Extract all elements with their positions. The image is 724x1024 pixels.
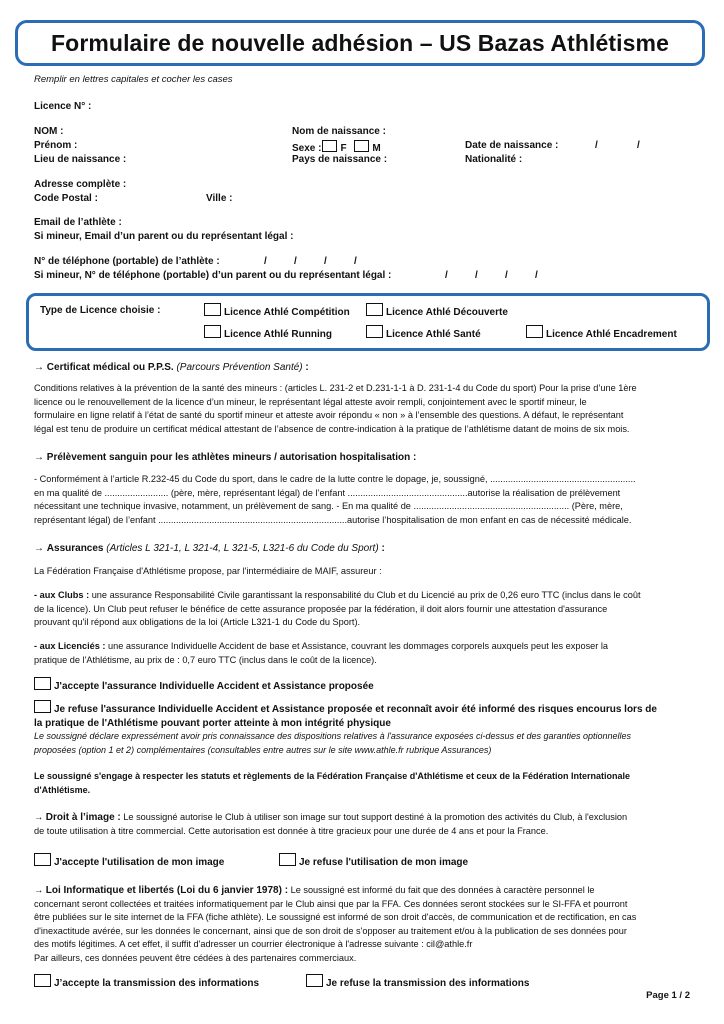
tel-athlete-slash-4: / bbox=[354, 256, 357, 267]
certificat-colon: : bbox=[305, 362, 309, 373]
declaration-line: Le soussigné déclare expressément avoir pris connaissance des dispositions relatives à l'assurance exposées ci-dessus et des garanties optionnelles bbox=[34, 731, 632, 741]
image-refuse-label: Je refuse l'utilisation de mon image bbox=[299, 857, 469, 868]
licencies-label: - aux Licenciés : bbox=[34, 641, 106, 651]
prelevement-line: nécessitant une technique invasive, notamment, un prélèvement de sang. - En ma qualité de ............................................................. (Père, mère, bbox=[34, 501, 623, 511]
image-refuse-checkbox[interactable] bbox=[279, 853, 296, 866]
certificat-heading bbox=[34, 362, 309, 373]
prelevement-line: en ma qualité de ......................... (père, mère, représentant légal) de l’enfant ...............................................autorise la réalisation de prélèvement bbox=[34, 487, 621, 498]
page-number: Page 1 / 2 bbox=[646, 990, 690, 1001]
assurance-accept-label: J'accepte l'assurance Individuelle Accident et Assistance proposée bbox=[54, 681, 374, 692]
image-text bbox=[34, 811, 689, 838]
informatique-line: Le soussigné est informé du fait que des données à caractère personnel le bbox=[288, 885, 595, 895]
lieu-naissance-label: Lieu de naissance : bbox=[34, 154, 127, 165]
info-accept-label: J’accepte la transmission des informations bbox=[54, 978, 260, 989]
info-refuse-label: Je refuse la transmission des informations bbox=[326, 978, 530, 989]
instructions: Remplir en lettres capitales et cocher les cases bbox=[34, 74, 233, 85]
licencies-line: pratique de l'Athlétisme, au prix de : 0,7 euro TTC (inclus dans le coût de la licence). bbox=[34, 654, 377, 665]
assurance-refuse-checkbox[interactable] bbox=[34, 700, 51, 713]
declaration-line: proposées (option 1 et 2) complémentaires (consultables entre autres sur le site www.athle.fr rubrique Assurances) bbox=[34, 744, 492, 755]
nom-naissance-label: Nom de naissance : bbox=[292, 126, 386, 137]
clubs-line: prouvant qu'il répond aux obligations de la loi (Article L321-1 du Code du Sport). bbox=[34, 617, 361, 627]
engagement-text bbox=[34, 770, 689, 797]
arrow-icon: → bbox=[34, 885, 44, 895]
adresse-label: Adresse complète : bbox=[34, 179, 127, 190]
tel-parent-slash-1: / bbox=[445, 270, 448, 281]
assurance-accept-option[interactable] bbox=[34, 677, 374, 692]
certificat-line: légal est tenu de produire un certificat médical attestant de l’absence de contre-indication à la pratique de l’athlétisme datant de moins de six mois. bbox=[34, 423, 630, 434]
option-competition[interactable] bbox=[204, 303, 350, 318]
informatique-text bbox=[34, 884, 689, 965]
assurances-title: Assurances bbox=[46, 543, 104, 554]
info-refuse-option[interactable] bbox=[306, 974, 529, 989]
sexe-m-label: M bbox=[372, 143, 381, 154]
prelevement-heading bbox=[34, 452, 416, 463]
date-naissance-label: Date de naissance : bbox=[465, 140, 559, 151]
sante-checkbox[interactable] bbox=[366, 325, 383, 338]
sexe-f-label: F bbox=[340, 143, 347, 154]
option-sante[interactable] bbox=[366, 325, 481, 340]
informatique-title: Loi Informatique et libertés (Loi du 6 janvier 1978) : bbox=[45, 885, 289, 896]
tel-parent-slash-3: / bbox=[505, 270, 508, 281]
tel-athlete-slash-2: / bbox=[294, 256, 297, 267]
date-slash-1: / bbox=[595, 140, 598, 151]
assurances-clubs bbox=[34, 589, 689, 630]
certificat-line: Conditions relatives à la prévention de la santé des mineurs : (articles L. 231-2 et D.231-1-1 à D. 231-1-4 du Code du sport) Pour la prise d’une 1ère bbox=[34, 383, 637, 393]
clubs-line: une assurance Responsabilité Civile garantissant la responsabilité du Club et du Licencié au prix de 0,26 euro TTC (inclus dans le coût bbox=[89, 590, 641, 600]
prelevement-line: - Conformément à l’article R.232-45 du Code du sport, dans le cadre de la lutte contre le dopage, je, soussigné, ......................................................... bbox=[34, 474, 636, 484]
certificat-line: formulaire en ligne relatif à l’état de santé du sportif mineur et atteste avoir répondu « non » à l’ensemble des questions. A défaut, le représentant bbox=[34, 410, 624, 420]
email-athlete-label: Email de l’athlète : bbox=[34, 217, 122, 228]
image-title: Droit à l’image : bbox=[45, 812, 121, 823]
sante-label: Licence Athlé Santé bbox=[386, 329, 481, 340]
image-accept-label: J'accepte l'utilisation de mon image bbox=[54, 857, 225, 868]
licencies-line: une assurance Individuelle Accident de base et Assistance, couvrant les dommages corporels auxquels peut les exposer la bbox=[105, 641, 609, 651]
engagement-line: d'Athlétisme. bbox=[34, 784, 91, 795]
info-refuse-checkbox[interactable] bbox=[306, 974, 323, 987]
decouverte-label: Licence Athlé Découverte bbox=[386, 307, 508, 318]
arrow-icon: → bbox=[34, 362, 44, 373]
informatique-line: des motifs légitimes. A cet effet, il suffit d'adresser un courrier électronique à l'adresse suivante : cil@athle.fr bbox=[34, 939, 473, 949]
tel-parent-slash-2: / bbox=[475, 270, 478, 281]
running-checkbox[interactable] bbox=[204, 325, 221, 338]
competition-checkbox[interactable] bbox=[204, 303, 221, 316]
assurance-refuse-label: Je refuse l'assurance Individuelle Accident et Assistance proposée et reconnaît avoir été informé des risques encourus lors de bbox=[54, 704, 657, 715]
certificat-text bbox=[34, 382, 689, 436]
sexe-f-checkbox[interactable] bbox=[322, 140, 337, 152]
licence-label: Licence N° : bbox=[34, 101, 92, 112]
image-line: Le soussigné autorise le Club à utiliser son image sur tout support destiné à la promotion des activités du Club, à l'exclusion bbox=[120, 812, 628, 822]
sexe-m-checkbox[interactable] bbox=[354, 140, 369, 152]
assurances-colon: : bbox=[381, 543, 385, 554]
sexe-label: Sexe : bbox=[292, 143, 322, 154]
pays-naissance-label: Pays de naissance : bbox=[292, 154, 388, 165]
sexe-field bbox=[292, 140, 381, 154]
certificat-subtitle: (Parcours Prévention Santé) bbox=[176, 362, 303, 373]
clubs-line: de la licence). Un Club peut refuser le bénéfice de cette assurance proposée par la fédération, il doit alors fournir une attestation d'assurance bbox=[34, 603, 608, 614]
prelevement-text bbox=[34, 473, 689, 527]
assurances-heading bbox=[34, 543, 385, 554]
arrow-icon: → bbox=[34, 452, 44, 463]
arrow-icon: → bbox=[34, 812, 44, 822]
encadrement-label: Licence Athlé Encadrement bbox=[546, 329, 677, 340]
certificat-title: Certificat médical ou P.P.S. bbox=[46, 362, 174, 373]
arrow-icon: → bbox=[34, 543, 44, 554]
assurance-refuse-label: la pratique de l'Athlétisme pouvant porter atteinte à mon intégrité physique bbox=[34, 718, 391, 729]
date-slash-2: / bbox=[637, 140, 640, 151]
nationalite-label: Nationalité : bbox=[465, 154, 523, 165]
competition-label: Licence Athlé Compétition bbox=[224, 307, 350, 318]
clubs-label: - aux Clubs : bbox=[34, 590, 90, 600]
tel-athlete-slash-3: / bbox=[324, 256, 327, 267]
assurances-subtitle: (Articles L 321-1, L 321-4, L 321-5, L321-6 du Code du Sport) bbox=[106, 543, 379, 554]
code-postal-label: Code Postal : bbox=[34, 193, 98, 204]
email-parent-label: Si mineur, Email d’un parent ou du représentant légal : bbox=[34, 231, 294, 242]
info-accept-option[interactable] bbox=[34, 974, 259, 989]
informatique-line: être publiées sur le site internet de la FFA (fiche athlète). Le soussigné est informé de son droit d'accès, de communication et de rectification, en cas bbox=[34, 912, 637, 922]
image-line: de toute utilisation à titre commercial. Cette autorisation est donnée à titre gracieux pour une durée de 4 ans et pour la France. bbox=[34, 825, 549, 836]
assurance-declaration bbox=[34, 730, 689, 757]
tel-athlete-label: N° de téléphone (portable) de l’athlète : bbox=[34, 256, 220, 267]
form-title: Formulaire de nouvelle adhésion – US Bazas Athlétisme bbox=[51, 29, 669, 56]
info-accept-checkbox[interactable] bbox=[34, 974, 51, 987]
image-refuse-option[interactable] bbox=[279, 853, 468, 868]
informatique-line: Par ailleurs, ces données peuvent être cédées à des partenaires commerciaux. bbox=[34, 952, 357, 963]
prelevement-line: représentant légal) de l’enfant ..........................................................................autorise l’hospitalisation de mon enfant en cas de nécessité médicale. bbox=[34, 514, 632, 525]
ville-label: Ville : bbox=[206, 193, 233, 204]
image-accept-checkbox[interactable] bbox=[34, 853, 51, 866]
licence-type-box bbox=[26, 293, 710, 351]
option-running[interactable] bbox=[204, 325, 332, 340]
assurances-licencies bbox=[34, 640, 689, 667]
assurance-refuse-option[interactable] bbox=[34, 700, 657, 731]
option-encadrement[interactable] bbox=[526, 325, 677, 340]
prelevement-title: Prélèvement sanguin pour les athlètes mineurs / autorisation hospitalisation : bbox=[46, 452, 417, 463]
nom-label: NOM : bbox=[34, 126, 64, 137]
assurances-intro: La Fédération Française d'Athlétisme propose, par l'intermédiaire de MAIF, assureur : bbox=[34, 566, 382, 576]
decouverte-checkbox[interactable] bbox=[366, 303, 383, 316]
assurance-accept-checkbox[interactable] bbox=[34, 677, 51, 690]
informatique-line: concernant seront collectées et traitées informatiquement par le Club ainsi que par la FFA. Ces données seront stockées sur le SI-FFA et pourront bbox=[34, 898, 628, 909]
licence-type-label: Type de Licence choisie : bbox=[40, 305, 161, 316]
engagement-line: Le soussigné s'engage à respecter les statuts et règlements de la Fédération Française d'Athlétisme et ceux de la Fédération Internationale bbox=[34, 771, 630, 781]
image-accept-option[interactable] bbox=[34, 853, 224, 868]
encadrement-checkbox[interactable] bbox=[526, 325, 543, 338]
running-label: Licence Athlé Running bbox=[224, 329, 332, 340]
tel-athlete-slash-1: / bbox=[264, 256, 267, 267]
tel-parent-label: Si mineur, N° de téléphone (portable) d’un parent ou du représentant légal : bbox=[34, 270, 392, 281]
title-box bbox=[15, 20, 705, 66]
prenom-label: Prénom : bbox=[34, 140, 78, 151]
certificat-line: licence ou le renouvellement de la licence d’un mineur, le représentant légal atteste avoir rempli, conjointement avec le sportif mineur, le bbox=[34, 396, 587, 407]
option-decouverte[interactable] bbox=[366, 303, 508, 318]
informatique-line: d'inexactitude avérée, sur les données le concernant, ainsi que de son droit de s'opposer au traitement et/ou à la publication de ses données pour bbox=[34, 925, 627, 936]
tel-parent-slash-4: / bbox=[535, 270, 538, 281]
